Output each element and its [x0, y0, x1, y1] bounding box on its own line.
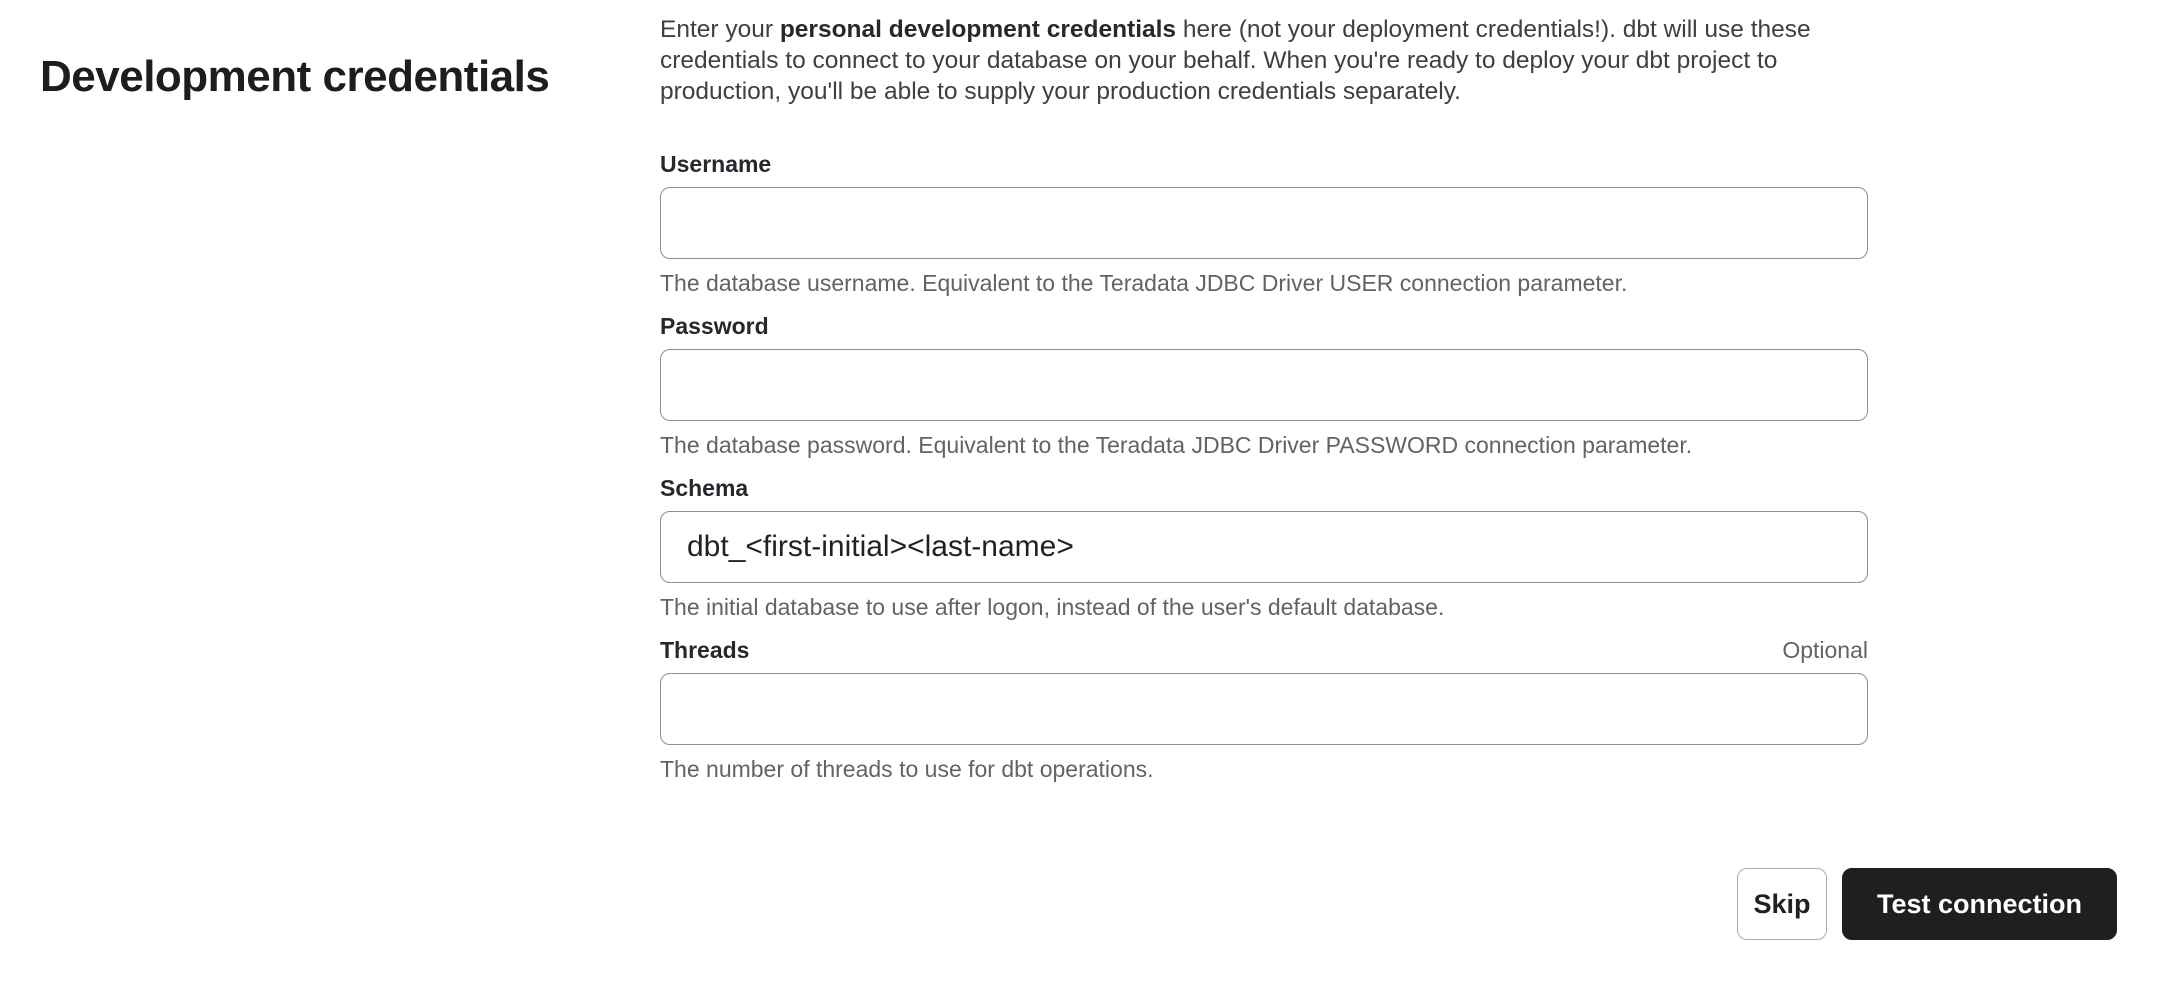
username-label-row — [660, 151, 1868, 179]
threads-helper-text: The number of threads to use for dbt operations. — [660, 756, 1154, 782]
skip-button[interactable]: Skip — [1737, 868, 1827, 940]
intro-text-bold: personal development credentials — [779, 16, 1177, 43]
credentials-form — [660, 14, 1868, 799]
threads-field-group — [660, 637, 1868, 783]
password-label: Password — [660, 313, 769, 339]
schema-label: Schema — [660, 475, 749, 501]
intro-text-prefix: Enter your — [660, 16, 780, 43]
username-helper-text: The database username. Equivalent to the Teradata JDBC Driver USER connection parameter. — [660, 270, 1628, 296]
schema-helper-text: The initial database to use after logon, instead of the user's default database. — [660, 594, 1445, 620]
schema-label-row — [660, 475, 1868, 503]
threads-label-row — [660, 637, 1868, 665]
username-input[interactable] — [660, 187, 1868, 259]
password-input[interactable] — [660, 349, 1868, 421]
threads-label: Threads — [660, 637, 750, 663]
footer-actions — [1737, 868, 2117, 940]
test-connection-button[interactable]: Test connection — [1842, 868, 2117, 940]
threads-input[interactable] — [660, 673, 1868, 745]
password-field-group — [660, 313, 1868, 459]
intro-text-suffix: here (not your deployment credentials!). dbt will use these credentials to connect to your database on your behalf. When you're ready to deploy your dbt project to production, you'll be able to supply your production credentials separately. — [660, 16, 1811, 105]
username-field-group — [660, 151, 1868, 297]
page-title: Development credentials — [40, 52, 550, 102]
intro-paragraph — [660, 14, 1868, 107]
username-label: Username — [660, 151, 772, 177]
threads-optional-tag: Optional — [1782, 637, 1868, 663]
schema-input[interactable] — [660, 511, 1868, 583]
password-label-row — [660, 313, 1868, 341]
schema-field-group — [660, 475, 1868, 621]
password-helper-text: The database password. Equivalent to the Teradata JDBC Driver PASSWORD connection parameter. — [660, 432, 1693, 458]
